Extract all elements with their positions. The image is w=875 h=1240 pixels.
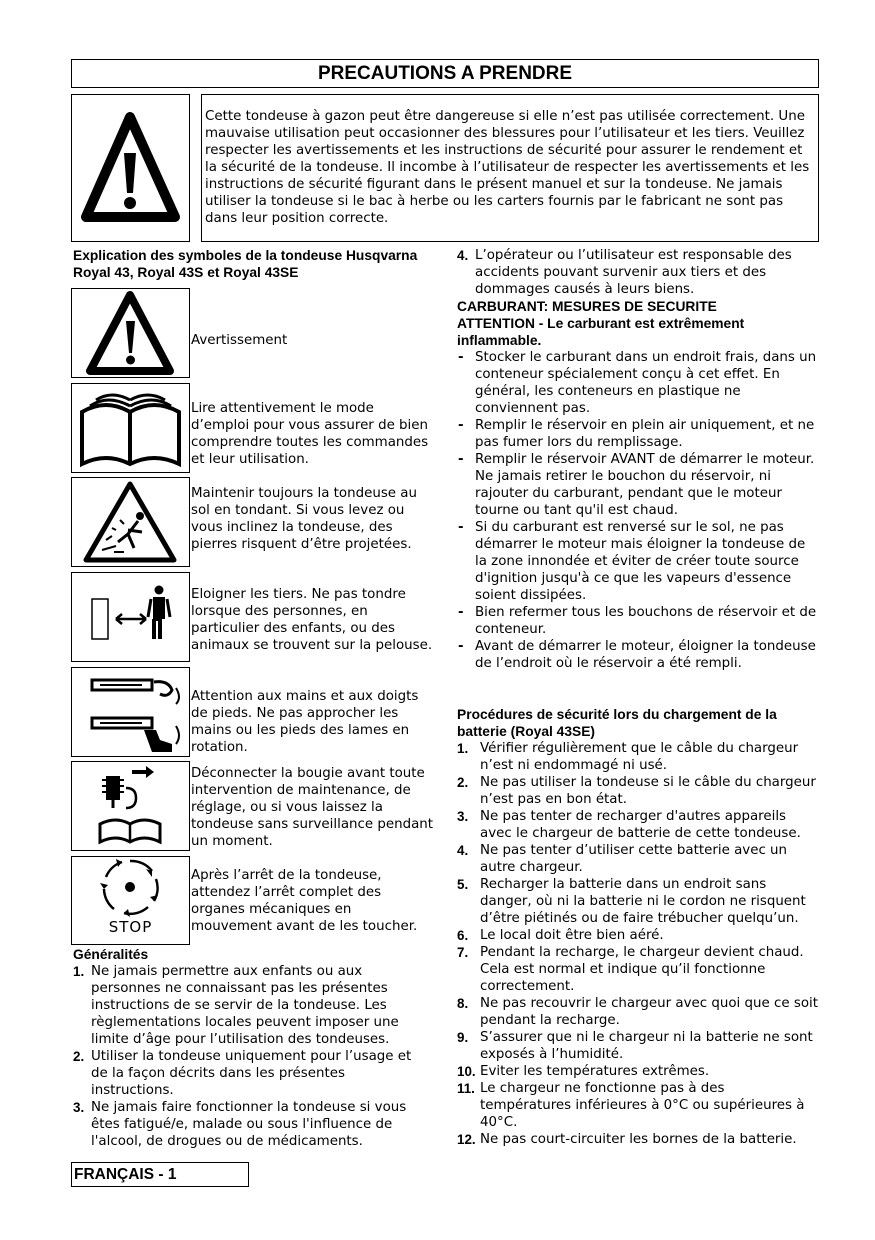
- spark-plug-icon: [71, 761, 190, 851]
- manual-book-icon: [71, 383, 190, 473]
- list-item: 5. Recharger la batterie dans un endroit sans danger, où ni la batterie ni le cordon ne risquent d’être piétinés ou de faire trébucher quelqu’un.: [457, 877, 806, 926]
- symbol-text-spark-plug: Déconnecter la bougie avant toute intervention de maintenance, de réglage, ou si vous laissez la tondeuse sans surveillance pendant un moment.: [191, 766, 434, 849]
- list-item: 1. Ne jamais permettre aux enfants ou aux personnes ne connaissant pas les présentes instructions de se servir de la tondeuse. Les règlementations locales peuvent imposer une limite d’âge pour l’utilisation des tondeuses.: [73, 964, 399, 1047]
- list-item: 10. Eviter les températures extrêmes.: [457, 1064, 710, 1079]
- page-footer: FRANÇAIS - 1: [71, 1162, 249, 1187]
- intro-warning-text: Cette tondeuse à gazon peut être dangereuse si elle n’est pas utilisée correctement. Une mauvaise utilisation peut occasionner des blessures pour l’utilisateur et les tiers. Veuillez respecter les avertissements et les instructions de sécurité pour assurer le rendement et la sécurité de la tondeuse. Il incombe à l’utilisateur de respecter les avertissements et les instructions de sécurité figurant dans le présent manuel et sur la tondeuse. Ne jamais utiliser la tondeuse si le bac à herbe ou les carters fournis par le fabricant ne sont pas dans leur position correcte.: [201, 94, 819, 242]
- list-item: 12. Ne pas court-circuiter les bornes de la batterie.: [457, 1132, 797, 1147]
- symbol-text-keep-distance: Eloigner les tiers. Ne pas tondre lorsque des personnes, en particulier des enfants, ou des animaux se trouvent sur la pelouse.: [191, 587, 433, 653]
- list-item: 1. Vérifier régulièrement que le câble du chargeur n’est ni endommagé ni usé.: [457, 741, 799, 773]
- generalities-list: [73, 963, 425, 1150]
- battery-list: [457, 740, 819, 1148]
- list-item: - Bien refermer tous les bouchons de réservoir et de conteneur.: [458, 605, 817, 637]
- generalities-heading: Généralités: [73, 947, 149, 962]
- symbol-text-warning: Avertissement: [191, 333, 288, 348]
- warning-triangle-icon: [71, 288, 190, 378]
- fuel-list: [457, 349, 819, 672]
- warning-triangle-icon: [71, 94, 190, 242]
- battery-heading: Procédures de sécurité lors du chargement de la batterie (Royal 43SE): [457, 707, 777, 739]
- list-item: 3. Ne pas tenter de recharger d'autres appareils avec le chargeur de batterie de cette tondeuse.: [457, 809, 801, 841]
- list-item: - Remplir le réservoir en plein air uniquement, et ne pas fumer lors du remplissage.: [458, 418, 815, 450]
- page-title: PRECAUTIONS A PRENDRE: [71, 59, 819, 88]
- list-item: - Remplir le réservoir AVANT de démarrer le moteur. Ne jamais retirer le bouchon du réservoir, ni rajouter du carburant, pendant que le moteur tourne ou tant qu'il est chaud.: [458, 452, 815, 518]
- thrown-objects-icon: [71, 477, 190, 567]
- list-item: - Stocker le carburant dans un endroit frais, dans un conteneur spécialement conçu à cet effet. En général, les conteneurs en plastique ne conviennent pas.: [458, 350, 817, 416]
- fuel-heading: CARBURANT: MESURES DE SECURITE ATTENTION - Le carburant est extrêmement inflammable.: [457, 299, 745, 348]
- list-item: 6. Le local doit être bien aéré.: [457, 928, 664, 943]
- list-item: 8. Ne pas recouvrir le chargeur avec quoi que ce soit pendant la recharge.: [457, 996, 819, 1028]
- symbol-text-stop: Après l’arrêt de la tondeuse, attendez l’arrêt complet des organes mécaniques en mouvement avant de les toucher.: [191, 868, 418, 934]
- blade-hands-feet-icon: [71, 667, 190, 757]
- symbol-text-manual: Lire attentivement le mode d’emploi pour vous assurer de bien comprendre toutes les commandes et leur utilisation.: [191, 401, 429, 467]
- keep-distance-icon: [71, 572, 190, 662]
- symbol-text-thrown-objects: Maintenir toujours la tondeuse au sol en tondant. Si vous levez ou vous inclinez la tondeuse, des pierres risquent d’être projetées.: [191, 486, 417, 552]
- symbol-text-blade: Attention aux mains et aux doigts de pieds. Ne pas approcher les mains ou les pieds des lames en rotation.: [191, 689, 419, 755]
- list-item: 7. Pendant la recharge, le chargeur devient chaud. Cela est normal et indique qu’il fonctionne correctement.: [457, 945, 804, 994]
- list-item: 2. Ne pas utiliser la tondeuse si le câble du chargeur n’est pas en bon état.: [457, 775, 816, 807]
- stop-label: STOP: [108, 918, 153, 936]
- list-item: 4. Ne pas tenter d’utiliser cette batterie avec un autre chargeur.: [457, 843, 788, 875]
- symbols-heading: Explication des symboles de la tondeuse Husqvarna Royal 43, Royal 43S et Royal 43SE: [73, 248, 418, 280]
- list-item: - Avant de démarrer le moteur, éloigner la tondeuse de l’endroit où le réservoir a été rempli.: [458, 639, 816, 671]
- list-item: 2. Utiliser la tondeuse uniquement pour l’usage et de la façon décrits dans les présentes instructions.: [73, 1049, 412, 1098]
- list-item: - Si du carburant est renversé sur le sol, ne pas démarrer le moteur mais éloigner la tondeuse de la zone innondée et éviter de créer toute source d'ignition jusqu'à ce que les vapeurs d'essence soient dissipées.: [458, 520, 806, 603]
- list-item: 9. S’assurer que ni le chargeur ni la batterie ne sont exposés à l’humidité.: [457, 1030, 813, 1062]
- list-item: 3. Ne jamais faire fonctionner la tondeuse si vous êtes fatigué/e, malade ou sous l'influence de l'alcool, de drogues ou de médicaments.: [73, 1100, 407, 1149]
- list-item: 4. L’opérateur ou l’utilisateur est responsable des accidents pouvant survenir aux tiers et des dommages causés à leurs biens.: [457, 248, 792, 297]
- list-item: 11. Le chargeur ne fonctionne pas à des températures inférieures à 0°C ou supérieures à 40°C.: [457, 1081, 805, 1130]
- blade-stop-icon: [71, 856, 190, 945]
- generalities-list-continued: [457, 247, 817, 298]
